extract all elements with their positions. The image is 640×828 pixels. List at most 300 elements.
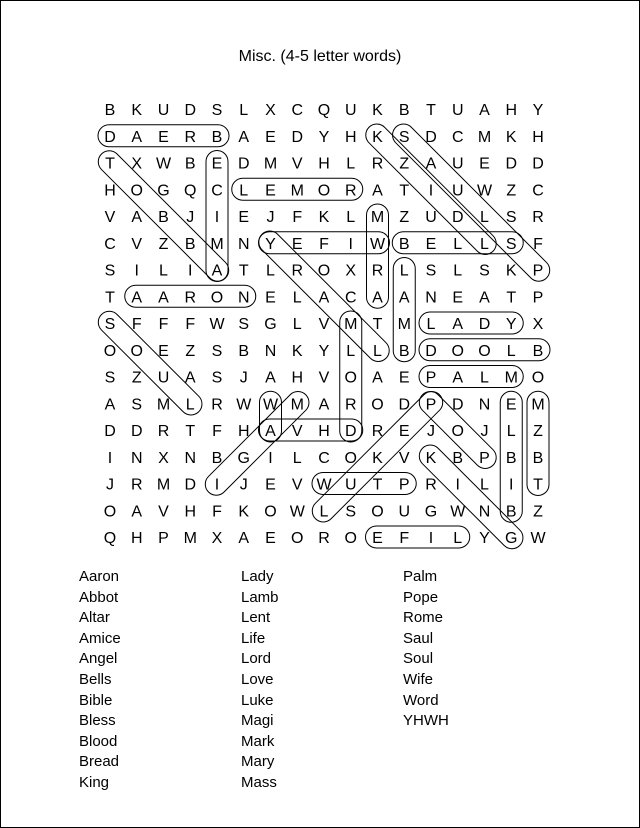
- grid-letter[interactable]: Y: [479, 530, 490, 547]
- grid-letter[interactable]: O: [344, 449, 357, 467]
- grid-letter[interactable]: L: [453, 530, 463, 547]
- grid-letter[interactable]: G: [505, 530, 518, 547]
- word-list-item: Lamb: [241, 588, 279, 606]
- grid-letter[interactable]: A: [318, 396, 330, 414]
- grid-letter[interactable]: E: [479, 155, 490, 173]
- grid-letter[interactable]: D: [104, 128, 116, 146]
- grid-letter[interactable]: S: [425, 262, 437, 280]
- grid-letter[interactable]: D: [130, 423, 143, 440]
- grid-letter[interactable]: O: [317, 182, 331, 200]
- grid-letter[interactable]: Z: [533, 503, 543, 521]
- grid-letter[interactable]: I: [188, 262, 193, 280]
- grid-letter[interactable]: O: [317, 262, 331, 280]
- grid-letter[interactable]: H: [532, 128, 544, 146]
- grid-letter[interactable]: A: [425, 155, 437, 173]
- grid-letter[interactable]: L: [239, 102, 249, 119]
- grid-letter[interactable]: C: [211, 182, 223, 200]
- grid-letter[interactable]: S: [104, 262, 116, 280]
- grid-letter[interactable]: A: [131, 503, 143, 521]
- grid-letter[interactable]: T: [399, 182, 410, 200]
- grid-letter[interactable]: P: [398, 476, 410, 494]
- grid-letter[interactable]: U: [425, 209, 437, 226]
- grid-letter[interactable]: R: [211, 396, 223, 414]
- grid-letter[interactable]: B: [532, 449, 544, 467]
- grid-letter[interactable]: B: [532, 342, 544, 360]
- grid-letter[interactable]: K: [318, 209, 330, 226]
- grid-letter[interactable]: T: [185, 423, 196, 440]
- grid-letter[interactable]: J: [480, 423, 489, 440]
- grid-letter[interactable]: M: [263, 155, 278, 173]
- grid-letter[interactable]: L: [346, 155, 356, 173]
- grid-letter[interactable]: P: [425, 369, 437, 387]
- grid-letter[interactable]: A: [158, 289, 169, 307]
- grid-letter[interactable]: Y: [505, 316, 517, 333]
- grid-letter[interactable]: B: [398, 102, 410, 119]
- grid-letter[interactable]: H: [318, 423, 330, 440]
- grid-letter[interactable]: Y: [318, 342, 330, 360]
- grid-letter[interactable]: A: [318, 289, 330, 307]
- grid-letter[interactable]: L: [480, 369, 489, 387]
- grid-letter[interactable]: R: [344, 182, 357, 200]
- grid-letter[interactable]: O: [478, 342, 491, 360]
- grid-letter[interactable]: I: [509, 476, 514, 494]
- grid-letter[interactable]: S: [211, 369, 223, 387]
- grid-letter[interactable]: T: [105, 155, 115, 173]
- grid-letter[interactable]: X: [265, 102, 276, 119]
- grid-letter[interactable]: O: [531, 369, 545, 387]
- grid-letter[interactable]: L: [292, 289, 302, 307]
- grid-letter[interactable]: A: [479, 289, 490, 307]
- grid-letter[interactable]: D: [532, 155, 544, 173]
- grid-letter[interactable]: R: [371, 262, 384, 280]
- grid-letter[interactable]: T: [533, 476, 543, 494]
- grid-letter[interactable]: F: [212, 503, 222, 521]
- grid-letter[interactable]: H: [184, 503, 197, 521]
- grid-letter[interactable]: Z: [506, 182, 517, 200]
- grid-letter[interactable]: L: [399, 262, 409, 280]
- grid-letter[interactable]: L: [506, 342, 516, 360]
- grid-letter[interactable]: M: [183, 530, 197, 547]
- grid-letter[interactable]: A: [104, 396, 116, 414]
- grid-letter[interactable]: A: [265, 423, 276, 440]
- grid-letter[interactable]: O: [451, 342, 464, 360]
- grid-letter[interactable]: I: [268, 449, 273, 467]
- grid-letter[interactable]: V: [318, 369, 330, 387]
- grid-letter[interactable]: O: [130, 342, 143, 360]
- grid-letter[interactable]: Z: [399, 209, 410, 226]
- grid-letter[interactable]: X: [345, 262, 357, 280]
- grid-letter[interactable]: H: [130, 530, 143, 547]
- grid-letter[interactable]: L: [506, 423, 516, 440]
- grid-letter[interactable]: W: [450, 503, 466, 521]
- grid-letter[interactable]: E: [265, 182, 276, 200]
- grid-letter[interactable]: F: [158, 316, 169, 333]
- grid-letter[interactable]: M: [210, 235, 224, 253]
- grid-letter[interactable]: O: [264, 503, 277, 521]
- grid-letter[interactable]: O: [291, 530, 304, 547]
- grid-letter[interactable]: F: [533, 235, 543, 253]
- grid-letter[interactable]: P: [479, 449, 490, 467]
- grid-letter[interactable]: J: [239, 476, 248, 494]
- grid-letter[interactable]: M: [156, 476, 171, 494]
- grid-letter[interactable]: Z: [158, 235, 169, 253]
- grid-letter[interactable]: A: [398, 289, 410, 307]
- grid-letter[interactable]: E: [291, 235, 303, 253]
- word-list-column-3: [403, 567, 449, 732]
- word-list-item: Life: [241, 629, 266, 647]
- grid-letter[interactable]: A: [131, 289, 143, 307]
- grid-letter[interactable]: G: [424, 503, 438, 521]
- grid-letter[interactable]: H: [237, 423, 250, 440]
- grid-letter[interactable]: S: [345, 503, 357, 521]
- grid-letter[interactable]: V: [291, 155, 303, 173]
- grid-letter[interactable]: R: [318, 530, 330, 547]
- grid-letter[interactable]: S: [505, 209, 517, 226]
- grid-letter[interactable]: T: [105, 289, 115, 307]
- grid-letter[interactable]: F: [292, 209, 303, 226]
- grid-letter[interactable]: D: [505, 155, 518, 173]
- grid-letter[interactable]: J: [239, 369, 248, 387]
- grid-letter[interactable]: R: [184, 128, 197, 146]
- grid-letter[interactable]: R: [157, 423, 170, 440]
- grid-letter[interactable]: E: [158, 342, 169, 360]
- grid-letter[interactable]: E: [265, 530, 276, 547]
- grid-letter[interactable]: B: [505, 449, 517, 467]
- grid-letter[interactable]: U: [398, 503, 411, 521]
- grid-letter[interactable]: Z: [533, 423, 543, 440]
- grid-letter[interactable]: S: [211, 102, 223, 119]
- word-list-item: YHWH: [403, 712, 449, 730]
- grid-letter[interactable]: M: [477, 128, 492, 146]
- grid-letter[interactable]: W: [209, 316, 225, 333]
- grid-letter[interactable]: Z: [185, 342, 196, 360]
- grid-letter[interactable]: S: [104, 316, 116, 333]
- grid-letter[interactable]: Q: [103, 530, 117, 547]
- grid-letter[interactable]: K: [372, 449, 383, 467]
- grid-letter[interactable]: A: [265, 369, 276, 387]
- grid-letter[interactable]: H: [104, 182, 116, 200]
- grid-letter[interactable]: A: [131, 128, 143, 146]
- grid-letter[interactable]: R: [425, 476, 437, 494]
- grid-letter[interactable]: S: [131, 396, 143, 414]
- grid-letter[interactable]: A: [372, 182, 383, 200]
- grid-letter[interactable]: U: [157, 369, 170, 387]
- grid-letter[interactable]: E: [505, 396, 517, 414]
- grid-letter[interactable]: I: [134, 262, 139, 280]
- grid-letter[interactable]: C: [532, 182, 544, 200]
- word-list-item: Mass: [241, 773, 277, 791]
- grid-letter[interactable]: S: [398, 128, 410, 146]
- grid-letter[interactable]: R: [532, 209, 544, 226]
- grid-letter[interactable]: H: [318, 155, 330, 173]
- grid-letter[interactable]: M: [156, 396, 171, 414]
- grid-letter[interactable]: E: [265, 289, 276, 307]
- grid-letter[interactable]: C: [344, 289, 357, 307]
- grid-letter[interactable]: C: [291, 102, 304, 119]
- grid-letter[interactable]: M: [504, 369, 518, 387]
- grid-letter[interactable]: U: [344, 476, 357, 494]
- grid-letter[interactable]: N: [130, 449, 143, 467]
- grid-letter[interactable]: I: [348, 235, 353, 253]
- grid-letter[interactable]: W: [530, 530, 546, 547]
- grid-letter[interactable]: B: [211, 128, 223, 146]
- grid-letter[interactable]: B: [104, 102, 116, 119]
- grid-letter[interactable]: J: [106, 476, 114, 494]
- grid-letter[interactable]: O: [210, 289, 224, 307]
- word-list-column-1: [79, 567, 121, 794]
- grid-letter[interactable]: W: [262, 396, 279, 414]
- grid-letter[interactable]: A: [211, 262, 223, 280]
- grid-letter[interactable]: I: [428, 530, 434, 547]
- grid-letter[interactable]: H: [291, 369, 304, 387]
- grid-letter[interactable]: N: [425, 289, 437, 307]
- grid-letter[interactable]: P: [158, 530, 169, 547]
- grid-letter[interactable]: U: [344, 102, 357, 119]
- grid-letter[interactable]: V: [318, 316, 330, 333]
- grid-letter[interactable]: X: [532, 316, 544, 333]
- grid-letter[interactable]: K: [505, 128, 517, 146]
- grid-letter[interactable]: E: [398, 369, 410, 387]
- grid-letter[interactable]: D: [237, 155, 250, 173]
- grid-letter[interactable]: M: [397, 316, 411, 333]
- grid-letter[interactable]: D: [478, 316, 491, 333]
- grid-letter[interactable]: A: [372, 369, 383, 387]
- grid-letter[interactable]: T: [506, 289, 517, 307]
- grid-letter[interactable]: D: [425, 342, 437, 360]
- grid-letter[interactable]: N: [264, 342, 277, 360]
- grid-letter[interactable]: E: [211, 155, 223, 173]
- grid-letter[interactable]: Y: [318, 128, 330, 146]
- grid-letter[interactable]: B: [238, 342, 250, 360]
- word-list-item: Soul: [403, 650, 434, 668]
- grid-letter[interactable]: K: [131, 102, 143, 119]
- grid-letter[interactable]: R: [371, 423, 384, 440]
- grid-letter[interactable]: T: [372, 316, 383, 333]
- grid-letter[interactable]: A: [184, 369, 196, 387]
- grid-letter[interactable]: S: [505, 235, 517, 253]
- grid-letter[interactable]: R: [344, 396, 357, 414]
- grid-letter[interactable]: O: [371, 503, 384, 521]
- grid-letter[interactable]: L: [239, 182, 249, 200]
- grid-letter[interactable]: X: [158, 449, 169, 467]
- grid-letter[interactable]: L: [266, 262, 275, 280]
- grid-letter[interactable]: K: [238, 503, 250, 521]
- word-list-item: Amice: [79, 629, 121, 647]
- grid-letter[interactable]: B: [184, 155, 196, 173]
- grid-letter[interactable]: F: [131, 316, 142, 333]
- grid-letter[interactable]: D: [344, 423, 357, 440]
- grid-letter[interactable]: V: [398, 449, 410, 467]
- grid-letter[interactable]: R: [291, 262, 304, 280]
- grid-letter[interactable]: I: [214, 209, 220, 226]
- grid-letter[interactable]: S: [104, 369, 116, 387]
- grid-letter[interactable]: J: [266, 209, 275, 226]
- grid-letter[interactable]: W: [289, 503, 305, 521]
- grid-letter[interactable]: V: [131, 235, 143, 253]
- grid-letter[interactable]: E: [425, 235, 437, 253]
- grid-letter[interactable]: S: [238, 316, 250, 333]
- grid-letter[interactable]: E: [398, 423, 410, 440]
- grid-letter[interactable]: D: [451, 396, 464, 414]
- grid-letter[interactable]: V: [158, 503, 169, 521]
- grid-letter[interactable]: T: [372, 476, 383, 494]
- grid-letter[interactable]: X: [211, 530, 223, 547]
- grid-letter[interactable]: L: [426, 316, 436, 333]
- grid-letter[interactable]: X: [131, 155, 143, 173]
- grid-letter[interactable]: L: [159, 262, 168, 280]
- grid-letter[interactable]: C: [451, 128, 464, 146]
- grid-letter[interactable]: L: [292, 316, 302, 333]
- grid-letter[interactable]: O: [103, 503, 117, 521]
- grid-letter[interactable]: D: [425, 128, 437, 146]
- grid-letter[interactable]: J: [427, 423, 435, 440]
- grid-letter[interactable]: A: [479, 102, 490, 119]
- grid-letter[interactable]: D: [451, 209, 464, 226]
- grid-letter[interactable]: G: [264, 316, 277, 333]
- grid-letter[interactable]: E: [452, 289, 464, 307]
- grid-letter[interactable]: C: [318, 449, 330, 467]
- grid-letter[interactable]: W: [369, 235, 386, 253]
- grid-letter[interactable]: D: [184, 102, 197, 119]
- grid-letter[interactable]: L: [185, 396, 195, 414]
- grid-letter[interactable]: B: [398, 235, 410, 253]
- grid-letter[interactable]: U: [157, 102, 170, 119]
- grid-letter[interactable]: O: [371, 396, 384, 414]
- grid-letter[interactable]: L: [480, 209, 489, 226]
- grid-letter[interactable]: A: [452, 369, 464, 387]
- grid-letter[interactable]: H: [344, 128, 357, 146]
- grid-letter[interactable]: I: [455, 476, 460, 494]
- grid-letter[interactable]: Q: [184, 182, 197, 200]
- grid-letter[interactable]: F: [319, 235, 329, 253]
- grid-letter[interactable]: T: [426, 102, 436, 119]
- grid-letter[interactable]: N: [237, 235, 250, 253]
- grid-letter[interactable]: O: [103, 342, 117, 360]
- grid-letter[interactable]: U: [451, 155, 464, 173]
- grid-letter[interactable]: E: [158, 128, 169, 146]
- grid-letter[interactable]: P: [532, 262, 544, 280]
- grid-letter[interactable]: L: [373, 342, 382, 360]
- grid-letter[interactable]: A: [372, 289, 383, 307]
- grid-letter[interactable]: V: [291, 476, 303, 494]
- grid-letter[interactable]: F: [212, 423, 222, 440]
- word-list-item: Word: [403, 691, 439, 709]
- grid-letter[interactable]: O: [130, 182, 143, 200]
- letter-layer: [104, 102, 547, 547]
- grid-letter[interactable]: E: [265, 128, 276, 146]
- grid-letter[interactable]: L: [453, 262, 463, 280]
- grid-letter[interactable]: M: [290, 182, 304, 200]
- grid-letter[interactable]: D: [184, 476, 197, 494]
- grid-letter[interactable]: L: [453, 235, 463, 253]
- grid-letter[interactable]: P: [532, 289, 544, 307]
- grid-letter[interactable]: G: [157, 182, 170, 200]
- grid-letter[interactable]: S: [211, 342, 223, 360]
- grid-letter[interactable]: K: [372, 102, 383, 119]
- grid-letter[interactable]: N: [478, 503, 491, 521]
- grid-letter[interactable]: I: [428, 182, 434, 200]
- grid-letter[interactable]: Y: [532, 102, 544, 119]
- grid-letter[interactable]: L: [319, 503, 329, 521]
- grid-letter[interactable]: I: [107, 449, 113, 467]
- grid-letter[interactable]: B: [211, 449, 223, 467]
- grid-letter[interactable]: F: [399, 530, 410, 547]
- grid-letter[interactable]: D: [291, 128, 304, 146]
- grid-letter[interactable]: H: [505, 102, 518, 119]
- grid-letter[interactable]: N: [237, 289, 250, 307]
- grid-letter[interactable]: R: [371, 155, 384, 173]
- grid-letter[interactable]: W: [476, 182, 493, 200]
- grid-letter[interactable]: A: [238, 128, 250, 146]
- grid-letter[interactable]: A: [452, 316, 464, 333]
- grid-letter[interactable]: O: [451, 423, 464, 440]
- grid-letter[interactable]: V: [291, 423, 303, 440]
- grid-letter[interactable]: B: [184, 235, 196, 253]
- grid-letter[interactable]: V: [104, 209, 116, 226]
- grid-letter[interactable]: Z: [131, 369, 142, 387]
- grid-letter[interactable]: B: [158, 209, 169, 226]
- grid-letter[interactable]: W: [236, 396, 252, 414]
- grid-letter[interactable]: A: [238, 530, 250, 547]
- grid-letter[interactable]: L: [480, 235, 489, 253]
- grid-letter[interactable]: E: [372, 530, 383, 547]
- grid-letter[interactable]: L: [346, 342, 356, 360]
- grid-letter[interactable]: N: [478, 396, 491, 414]
- grid-letter[interactable]: Q: [317, 102, 331, 119]
- grid-letter[interactable]: T: [238, 262, 249, 280]
- grid-letter[interactable]: B: [452, 449, 464, 467]
- grid-letter[interactable]: W: [155, 155, 172, 173]
- grid-letter[interactable]: P: [425, 396, 437, 414]
- grid-letter[interactable]: I: [214, 476, 220, 494]
- grid-letter[interactable]: O: [344, 369, 357, 387]
- grid-letter[interactable]: S: [479, 262, 490, 280]
- grid-letter[interactable]: B: [398, 342, 410, 360]
- grid-letter[interactable]: L: [292, 449, 302, 467]
- grid-letter[interactable]: C: [104, 235, 116, 253]
- grid-letter[interactable]: J: [186, 209, 195, 226]
- grid-letter[interactable]: W: [316, 476, 332, 494]
- grid-letter[interactable]: O: [344, 530, 357, 547]
- grid-letter[interactable]: E: [238, 209, 250, 226]
- grid-letter[interactable]: N: [184, 449, 197, 467]
- grid-letter[interactable]: K: [291, 342, 303, 360]
- grid-letter[interactable]: L: [346, 209, 356, 226]
- grid-letter[interactable]: K: [425, 449, 437, 467]
- grid-letter[interactable]: L: [480, 476, 489, 494]
- grid-letter[interactable]: F: [185, 316, 196, 333]
- grid-letter[interactable]: M: [344, 316, 358, 333]
- grid-letter[interactable]: U: [451, 102, 464, 119]
- grid-letter[interactable]: M: [531, 396, 545, 414]
- grid-letter[interactable]: D: [398, 396, 411, 414]
- grid-letter[interactable]: U: [451, 182, 464, 200]
- grid-letter[interactable]: Y: [265, 235, 276, 253]
- grid-letter[interactable]: B: [505, 503, 517, 521]
- grid-letter[interactable]: K: [505, 262, 517, 280]
- grid-letter[interactable]: G: [237, 449, 250, 467]
- grid-letter[interactable]: Z: [399, 155, 410, 173]
- grid-letter[interactable]: A: [131, 209, 143, 226]
- grid-letter[interactable]: D: [104, 423, 116, 440]
- grid-letter[interactable]: R: [184, 289, 197, 307]
- word-list-item: Mark: [241, 732, 275, 750]
- grid-letter[interactable]: E: [265, 476, 276, 494]
- grid-letter[interactable]: K: [372, 128, 383, 146]
- grid-letter[interactable]: R: [130, 476, 143, 494]
- grid-letter[interactable]: M: [290, 396, 304, 414]
- grid-letter[interactable]: M: [370, 209, 385, 226]
